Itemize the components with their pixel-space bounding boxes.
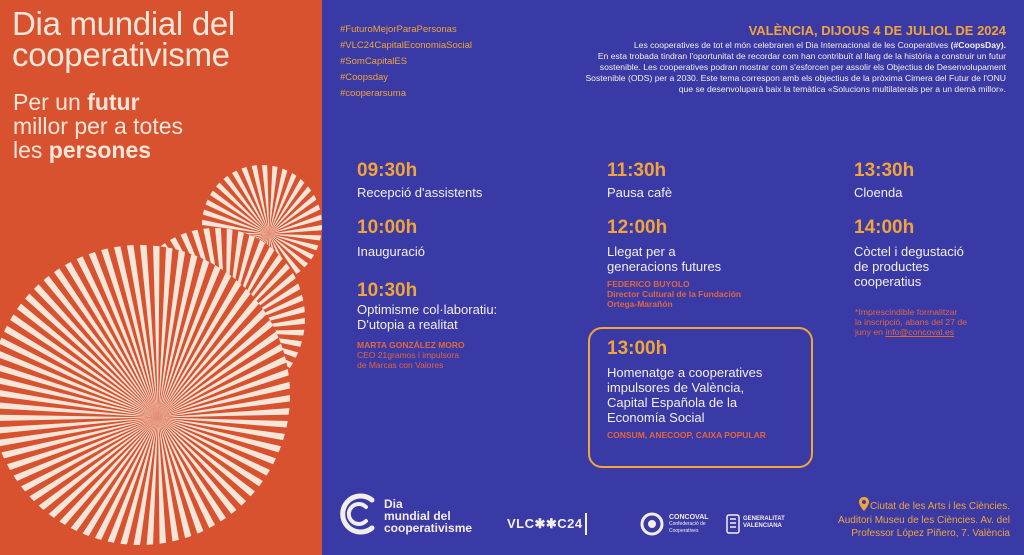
address-line: Auditori Museu de les Ciències. Av. del — [838, 514, 1010, 526]
event-line: Còctel i degustació — [854, 244, 964, 259]
address-line: Professor López Piñero, 7. València — [851, 528, 1010, 539]
event-description — [566, 40, 1006, 95]
left-panel — [0, 0, 322, 555]
description-bold: (#CoopsDay). — [950, 40, 1006, 50]
description-text: que se desenvoluparà baix la temàtica «Solucions multilaterals per a un demà millor». — [678, 84, 1006, 94]
logo-line: mundial del — [384, 509, 451, 523]
event-1330: Cloenda — [854, 185, 903, 200]
ministry-logo — [585, 513, 625, 535]
event-line: cooperatius — [854, 274, 922, 289]
registration-note — [855, 307, 995, 337]
description-text: Les cooperatives de tot el món celebraren el Dia Internacional de les Cooperatives — [633, 40, 951, 50]
logo-line: cooperativisme — [384, 521, 473, 535]
subtitle-text: millor per a totes — [13, 113, 184, 139]
dia-mundial-logo — [338, 490, 488, 542]
time-1030: 10:30h — [357, 280, 418, 301]
hashtag[interactable]: #Coopsday — [340, 72, 389, 83]
event-header — [566, 23, 1006, 95]
event-line: generacions futures — [607, 259, 722, 274]
subtitle-bold: futur — [87, 89, 140, 115]
speaker-role: CEO 21gramos i impulsora — [357, 350, 460, 360]
concoval-logo — [669, 514, 717, 535]
time-1200: 12:00h — [607, 217, 668, 238]
note-text: juny en — [855, 327, 886, 337]
time-1130: 11:30h — [607, 160, 667, 181]
speaker-role: de Marcas con Valores — [357, 360, 444, 370]
time-0930: 09:30h — [357, 160, 418, 181]
time-1330: 13:30h — [854, 160, 915, 181]
registration-email-link[interactable]: info@concoval.es — [885, 327, 955, 337]
subtitle-text: Per un — [13, 89, 88, 115]
subtitle-bold: persones — [48, 137, 152, 163]
event-line: de productes — [854, 259, 930, 274]
event-line: Optimisme col·laboratiu: — [357, 302, 498, 317]
title-line-2: cooperativisme — [12, 36, 230, 73]
concoval-name: CONCOVAL — [669, 514, 709, 521]
event-1300 — [607, 365, 762, 425]
hashtag[interactable]: #VLC24CapitalEconomiaSocial — [340, 40, 473, 51]
hashtag[interactable]: #SomCapitalES — [340, 56, 408, 67]
event-line: Capital Española de la — [607, 395, 738, 410]
venue-address — [810, 500, 1010, 541]
spiral-sphere-graphic — [0, 0, 322, 555]
event-1200 — [607, 244, 721, 274]
cooperatives-list: CONSUM, ANECOOP, CAIXA POPULAR — [607, 430, 766, 440]
gva-crest-icon — [726, 512, 740, 536]
hashtag[interactable]: #FuturoMejorParaPersonas — [340, 24, 457, 35]
description-text: Sostenible (ODS) per a 2030. Este tema correspon amb els objectius de la pròxima Cimera del Futur de l'ONU — [585, 73, 1006, 83]
event-line: Homenatge a cooperatives — [607, 365, 763, 380]
hashtag-list — [340, 22, 472, 102]
time-1000: 10:00h — [357, 217, 418, 238]
speaker-name: FEDERICO BUYOLO — [607, 279, 690, 289]
event-line: Economía Social — [607, 410, 705, 425]
event-1130: Pausa cafè — [607, 185, 673, 200]
description-text: sostenible. Les cooperatives podran mostrar com s'esforcen per assolir els Objectius de Desenvolupament — [599, 62, 1006, 72]
concoval-logo-icon — [640, 512, 664, 536]
logo-text — [384, 498, 472, 534]
time-1300: 13:00h — [607, 338, 668, 359]
note-text: *Imprescindible formalitzar — [855, 307, 958, 317]
cooperativism-logo-icon — [338, 492, 382, 536]
event-1000: Inauguració — [357, 244, 425, 259]
note-text: la inscripció, abans del 27 de — [855, 317, 968, 327]
event-line: Llegat per a — [607, 244, 676, 259]
speaker-role: Ortega-Marañón — [607, 299, 673, 309]
gva-logo: GENERALITAT VALENCIANA — [743, 516, 785, 529]
title-line-1: Dia mundial del — [12, 5, 235, 42]
poster-subtitle — [13, 90, 183, 162]
address-line: Ciutat de les Arts i les Ciències. — [869, 501, 1010, 512]
event-line: impulsores de València, — [607, 380, 745, 395]
event-0930: Recepció d'assistents — [357, 185, 483, 200]
description-text: En esta trobada tindran l'oportunitat de recordar com han contribuït al llarg de la història a construir un futur — [597, 51, 1006, 61]
speaker-1030 — [357, 340, 465, 370]
event-1400 — [854, 244, 964, 289]
speaker-name: MARTA GONZÁLEZ MORO — [357, 340, 465, 350]
speaker-role: Director Cultural de la Fundación — [607, 289, 742, 299]
subtitle-text: les — [13, 137, 49, 163]
event-1030 — [357, 302, 497, 332]
time-1400: 14:00h — [854, 217, 915, 238]
speaker-1200 — [607, 279, 741, 309]
poster-title — [12, 5, 235, 73]
hashtag[interactable]: #cooperarsuma — [340, 88, 407, 99]
event-location-date: VALÈNCIA, DIJOUS 4 DE JULIOL DE 2024 — [748, 23, 1006, 38]
event-line: D'utopia a realitat — [357, 317, 458, 332]
concoval-subtitle: Confederació de Cooperatives — [669, 521, 706, 534]
logo-line: Dia — [384, 497, 403, 511]
vlc24-logo: VLC✱✱C24 — [507, 516, 583, 531]
